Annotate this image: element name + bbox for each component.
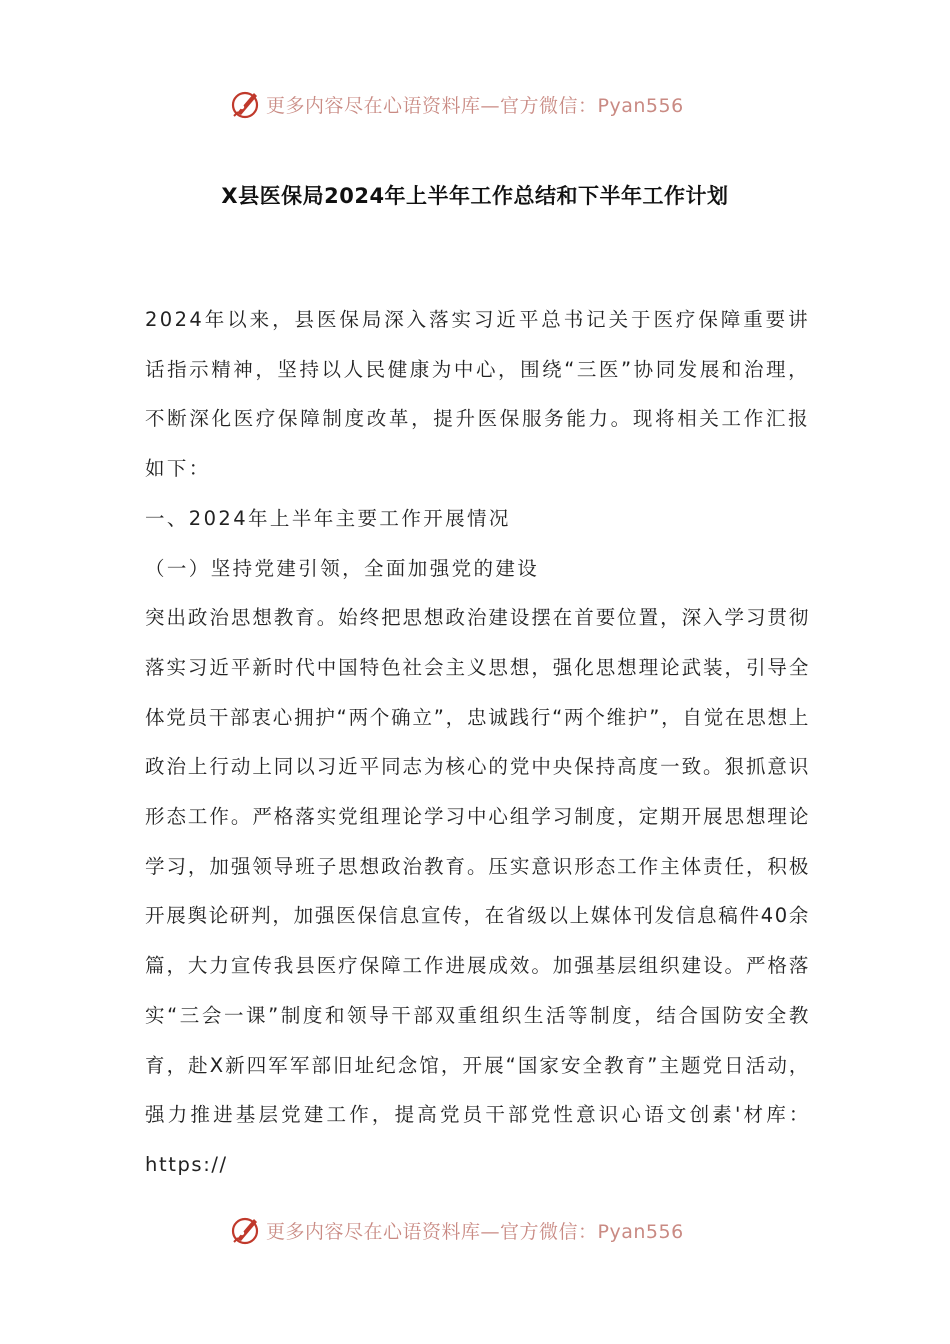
- party-building-paragraph: 突出政治思想教育。始终把思想政治建设摆在首要位置，深入学习贯彻落实习近平新时代中国特色社会主义思想，强化思想理论武装，引导全体党员干部衷心拥护“两个确立”，忠诚践行“两个维护”，自觉在思想上政治上行动上同以习近平同志为核心的党中央保持高度一致。狠抓意识形态工作。严格落实党组理论学习中心组学习制度，定期开展思想理论学习，加强领导班子思想政治教育。压实意识形态工作主体责任，积极开展舆论研判，加强医保信息宣传，在省级以上媒体刊发信息稿件40余篇，大力宣传我县医疗保障工作进展成效。加强基层组织建设。严格落实“三会一课”制度和领导干部双重组织生活等制度，结合国防安全教育，赴X新四军军部旧址纪念馆，开展“国家安全教育”主题党日活动，强力推进基层党建工作，提高党员干部党性意识心语文创素'材库：https://: [145, 606, 810, 1176]
- watermark-wechat-id: Pyan556: [597, 1220, 684, 1243]
- watermark-wechat-id: Pyan556: [597, 94, 684, 117]
- watermark-text: 更多内容尽在心语资料库—官方微信：Pyan556: [266, 1220, 684, 1243]
- quill-pen-seal-icon: [228, 1213, 262, 1247]
- watermark-text: 更多内容尽在心语资料库—官方微信：Pyan556: [266, 94, 684, 117]
- header-watermark: [228, 86, 684, 122]
- intro-paragraph: 2024年以来，县医保局深入落实习近平总书记关于医疗保障重要讲话指示精神，坚持以人民健康为中心，围绕“三医”协同发展和治理，不断深化医疗保障制度改革，提升医保服务能力。现将相关工作汇报如下：: [145, 308, 810, 481]
- footer-watermark: [228, 1212, 684, 1248]
- subsection-heading: （一）坚持党建引领，全面加强党的建设: [145, 556, 540, 580]
- quill-pen-seal-icon: [228, 87, 262, 121]
- document-title: X县医保局2024年上半年工作总结和下半年工作计划: [221, 184, 729, 208]
- document-body: [145, 295, 810, 1190]
- section-heading: 一、2024年上半年主要工作开展情况: [145, 506, 511, 530]
